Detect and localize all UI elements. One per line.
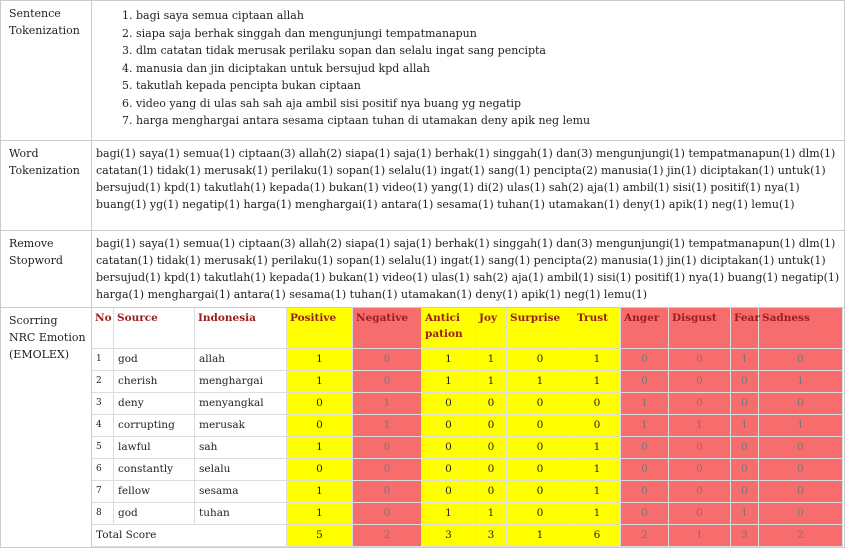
table-cell: sah [195,437,287,459]
table-cell: 0 [507,459,574,481]
table-cell: 0 [759,437,843,459]
table-cell: 0 [507,393,574,415]
column-header: Source [114,308,195,349]
table-cell: 1 [422,371,476,393]
table-row [92,459,843,481]
table-cell: 0 [287,393,353,415]
word-tokens: bagi(1) saya(1) semua(1) ciptaan(3) allah(2) siapa(1) saja(1) berhak(1) singgah(1) dan(3) mengunjungi(1) tempatmanapun(1) dlm(1) catatan(1) tidak(1) merusak(1) perilaku(1) sopan(1) selalu(1) ingat(1) sang(1) pencipta(2) manusia(1) jin(1) diciptakan(1) untuk(1) bersujud(1) kpd(1) takutlah(1) kepada(1) bukan(1) video(1) yang(1) di(2) ulas(1) sah(2) aja(1) ambil(1) sisi(1) positif(1) nya(1) buang(1) yg(1) negatip(1) harga(1) menghargai(1) antara(1) sesama(1) tuhan(1) utamakan(1) deny(1) apik(1) neg(1) lemu(1) [92,141,845,231]
table-cell: 1 [574,371,621,393]
emolex-table [91,307,843,547]
stopword-tokens: bagi(1) saya(1) semua(1) ciptaan(3) allah(2) siapa(1) saja(1) berhak(1) singgah(1) dan(3) mengunjungi(1) tempatmanapun(1) dlm(1) catatan(1) tidak(1) merusak(1) perilaku(1) sopan(1) selalu(1) ingat(1) sang(1) pencipta(2) manusia(1) jin(1) diciptakan(1) untuk(1) bersujud(1) kpd(1) takutlah(1) kepada(1) bukan(1) video(1) ulas(1) sah(2) aja(1) ambil(1) sisi(1) positif(1) nya(1) buang(1) negatip(1) harga(1) menghargai(1) antara(1) sesama(1) tuhan(1) utamakan(1) deny(1) apik(1) neg(1) lemu(1) [92,231,845,308]
table-cell: 1 [353,415,422,437]
table-row [92,393,843,415]
table-cell: 1 [422,503,476,525]
table-cell: 0 [621,437,669,459]
table-cell: 4 [92,415,114,437]
total-cell: 1 [669,525,731,547]
table-cell: 0 [669,481,731,503]
table-cell: 1 [92,349,114,371]
table-cell: 1 [621,415,669,437]
table-cell: 1 [574,481,621,503]
table-cell: 7 [92,481,114,503]
total-cell: 3 [731,525,759,547]
table-row [92,481,843,503]
table-cell: 0 [574,415,621,437]
table-cell: god [114,503,195,525]
table-cell: deny [114,393,195,415]
table-cell: 3 [92,393,114,415]
total-row [92,525,843,547]
table-cell: 0 [731,437,759,459]
table-cell: lawful [114,437,195,459]
table-cell: 0 [476,393,507,415]
table-cell: tuhan [195,503,287,525]
table-cell: 0 [287,459,353,481]
table-cell: 0 [731,371,759,393]
column-header: Disgust [669,308,731,349]
table-cell: 0 [422,415,476,437]
table-cell: 0 [353,459,422,481]
table-cell: 0 [621,481,669,503]
table-cell: 1 [574,459,621,481]
column-header: Antici pation [422,308,476,349]
table-cell: 1 [476,349,507,371]
column-header: Trust [574,308,621,349]
table-cell: 0 [353,349,422,371]
table-cell: 0 [476,481,507,503]
sentence-list [96,7,840,130]
sentence-item: 7. harga menghargai antara sesama ciptaan tuhan di utamakan deny apik neg lemu [136,112,840,130]
table-cell: 0 [476,415,507,437]
table-row [92,371,843,393]
table-cell: 0 [422,437,476,459]
table-cell: 1 [287,437,353,459]
table-cell: 1 [574,437,621,459]
table-cell: 1 [759,371,843,393]
sentence-item: 6. video yang di ulas sah sah aja ambil sisi positif nya buang yg negatip [136,95,840,113]
table-cell: 0 [476,459,507,481]
total-cell: 1 [507,525,574,547]
column-header: Surprise [507,308,574,349]
table-cell: 0 [759,503,843,525]
table-cell: 1 [669,415,731,437]
table-cell: 1 [759,415,843,437]
total-cell: 2 [621,525,669,547]
table-cell: 0 [574,393,621,415]
table-cell: 1 [476,503,507,525]
table-cell: fellow [114,481,195,503]
total-cell: 2 [353,525,422,547]
table-cell: 1 [353,393,422,415]
table-cell: 1 [287,371,353,393]
column-header: Negative [353,308,422,349]
table-cell: 0 [353,481,422,503]
total-label: Total Score [92,525,287,547]
table-cell: 1 [731,415,759,437]
column-header: Indonesia [195,308,287,349]
table-cell: 0 [507,481,574,503]
table-cell: 0 [353,503,422,525]
table-cell: 0 [287,415,353,437]
table-cell: 0 [621,371,669,393]
table-cell: 0 [621,349,669,371]
table-cell: 0 [731,459,759,481]
table-row [92,437,843,459]
row-label: Word Tokenization [1,141,92,231]
table-cell: 1 [287,349,353,371]
table-cell: 0 [669,349,731,371]
table-cell: 0 [669,437,731,459]
column-header: Anger [621,308,669,349]
row-label: Remove Stopword [1,231,92,308]
table-cell: corrupting [114,415,195,437]
table-cell: merusak [195,415,287,437]
table-cell: cherish [114,371,195,393]
table-row [92,349,843,371]
table-row [92,415,843,437]
table-cell: 0 [422,393,476,415]
table-cell: 1 [287,503,353,525]
table-cell: 0 [422,459,476,481]
total-cell: 5 [287,525,353,547]
table-cell: 0 [669,393,731,415]
column-header: Sadness [759,308,843,349]
sentence-item: 4. manusia dan jin diciptakan untuk bersujud kpd allah [136,60,840,78]
table-cell: 0 [759,481,843,503]
table-cell: menyangkal [195,393,287,415]
table-cell: 0 [476,437,507,459]
table-cell: 1 [731,503,759,525]
column-header: No [92,308,114,349]
table-cell: menghargai [195,371,287,393]
column-header: Positive [287,308,353,349]
table-cell: 0 [507,437,574,459]
table-cell: 1 [574,503,621,525]
total-cell: 2 [759,525,843,547]
table-cell: 2 [92,371,114,393]
sentence-item: 3. dlm catatan tidak merusak perilaku sopan dan selalu ingat sang pencipta [136,42,840,60]
table-cell: 0 [731,393,759,415]
total-cell: 3 [422,525,476,547]
table-cell: 0 [353,437,422,459]
table-cell: 0 [731,481,759,503]
table-cell: sesama [195,481,287,503]
table-cell: 0 [621,459,669,481]
table-cell: 1 [422,349,476,371]
table-cell: 0 [621,503,669,525]
sentence-item: 2. siapa saja berhak singgah dan mengunjungi tempatmanapun [136,25,840,43]
table-cell: 1 [574,349,621,371]
table-cell: 6 [92,459,114,481]
table-cell: 0 [507,349,574,371]
table-cell: 0 [669,459,731,481]
sentence-item: 1. bagi saya semua ciptaan allah [136,7,840,25]
row-label: Scorring NRC Emotion (EMOLEX) [1,308,92,548]
row-label: Sentence Tokenization [1,1,92,141]
column-header: Joy [476,308,507,349]
total-cell: 6 [574,525,621,547]
table-cell: 1 [476,371,507,393]
total-cell: 3 [476,525,507,547]
table-cell: 1 [507,371,574,393]
table-row [92,503,843,525]
table-cell: 5 [92,437,114,459]
sentence-item: 5. takutlah kepada pencipta bukan ciptaan [136,77,840,95]
table-cell: 0 [669,371,731,393]
table-cell: 0 [759,349,843,371]
table-cell: 0 [353,371,422,393]
column-header: Fear [731,308,759,349]
table-cell: allah [195,349,287,371]
table-cell: 0 [422,481,476,503]
table-cell: 0 [669,503,731,525]
table-cell: 1 [621,393,669,415]
table-cell: 1 [287,481,353,503]
table-cell: 8 [92,503,114,525]
table-cell: 0 [759,393,843,415]
table-cell: 0 [507,415,574,437]
table-cell: selalu [195,459,287,481]
table-cell: god [114,349,195,371]
table-cell: 0 [759,459,843,481]
table-cell: 0 [507,503,574,525]
table-cell: 1 [731,349,759,371]
table-cell: constantly [114,459,195,481]
